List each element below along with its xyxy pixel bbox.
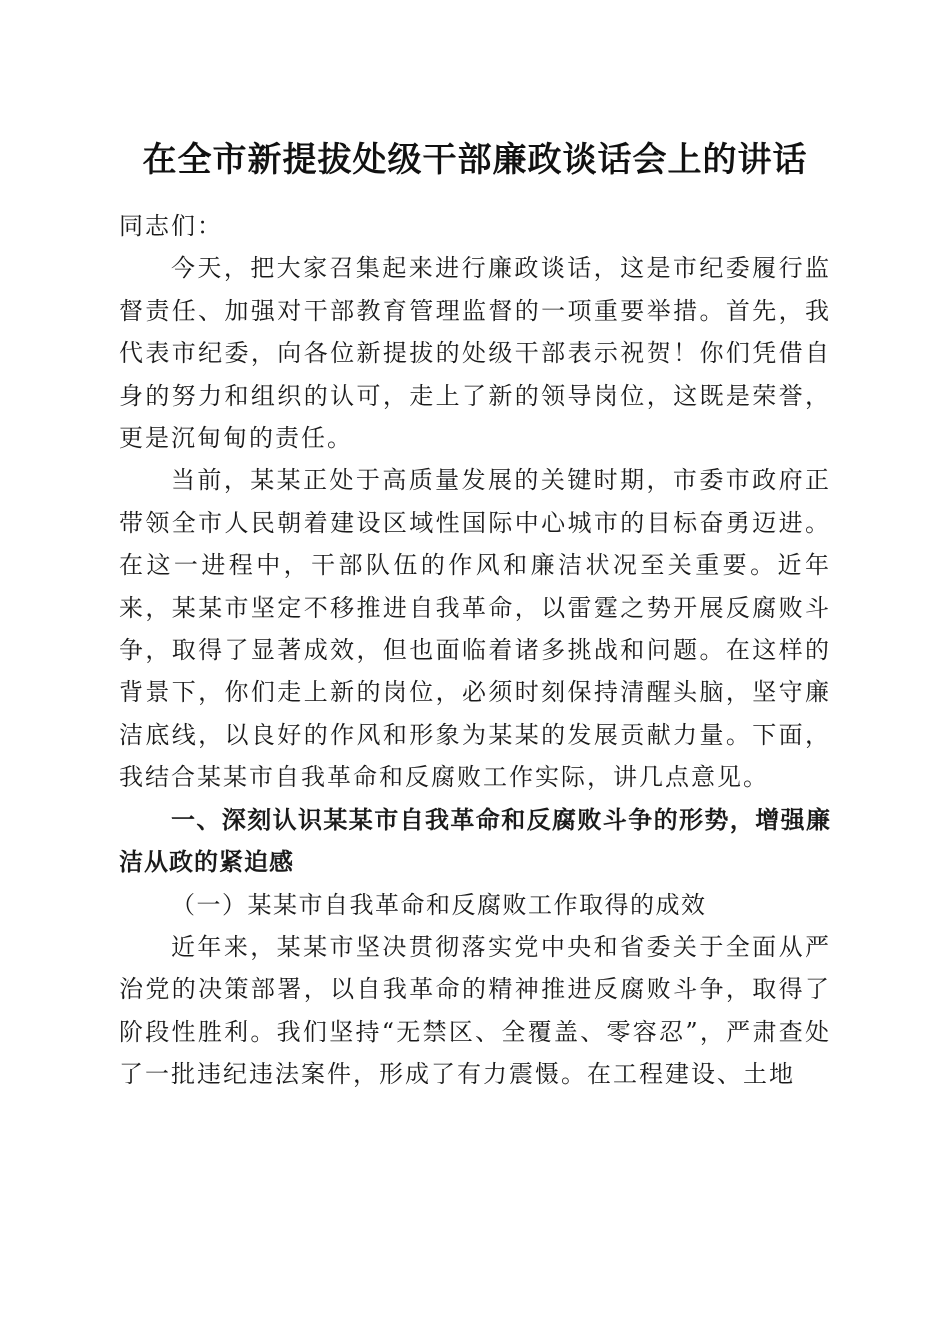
section-heading-1: 一、深刻认识某某市自我革命和反腐败斗争的形势，增强廉洁从政的紧迫感: [119, 805, 831, 877]
salutation: 同志们：: [119, 212, 223, 240]
document-title: 在全市新提拔处级干部廉政谈话会上的讲话: [142, 140, 808, 180]
paragraph-background: 当前，某某正处于高质量发展的关键时期，市委市政府正带领全市人民朝着建设区域性国际中心城市的目标奋勇迈进。在这一进程中，干部队伍的作风和廉洁状况至关重要。近年来，某某市坚定不移推进自我革命，以雷霆之势开展反腐败斗争，取得了显著成效，但也面临着诸多挑战和问题。在这样的背景下，你们走上新的岗位，必须时刻保持清醒头脑，坚守廉洁底线，以良好的作风和形象为某某的发展贡献力量。下面，我结合某某市自我革命和反腐败工作实际，讲几点意见。: [119, 466, 831, 792]
paragraph-achievements: 近年来，某某市坚决贯彻落实党中央和省委关于全面从严治党的决策部署，以自我革命的精神推进反腐败斗争，取得了阶段性胜利。我们坚持“无禁区、全覆盖、零容忍”，严肃查处了一批违纪违法案件，形成了有力震慑。在工程建设、土地: [119, 932, 831, 1089]
document-body: [119, 205, 831, 1096]
subsection-heading-1: （一）某某市自我革命和反腐败工作取得的成效: [171, 890, 707, 919]
paragraph-opening: 今天，把大家召集起来进行廉政谈话，这是市纪委履行监督责任、加强对干部教育管理监督的一项重要举措。首先，我代表市纪委，向各位新提拔的处级干部表示祝贺！你们凭借自身的努力和组织的认可，走上了新的领导岗位，这既是荣誉，更是沉甸甸的责任。: [119, 254, 831, 453]
